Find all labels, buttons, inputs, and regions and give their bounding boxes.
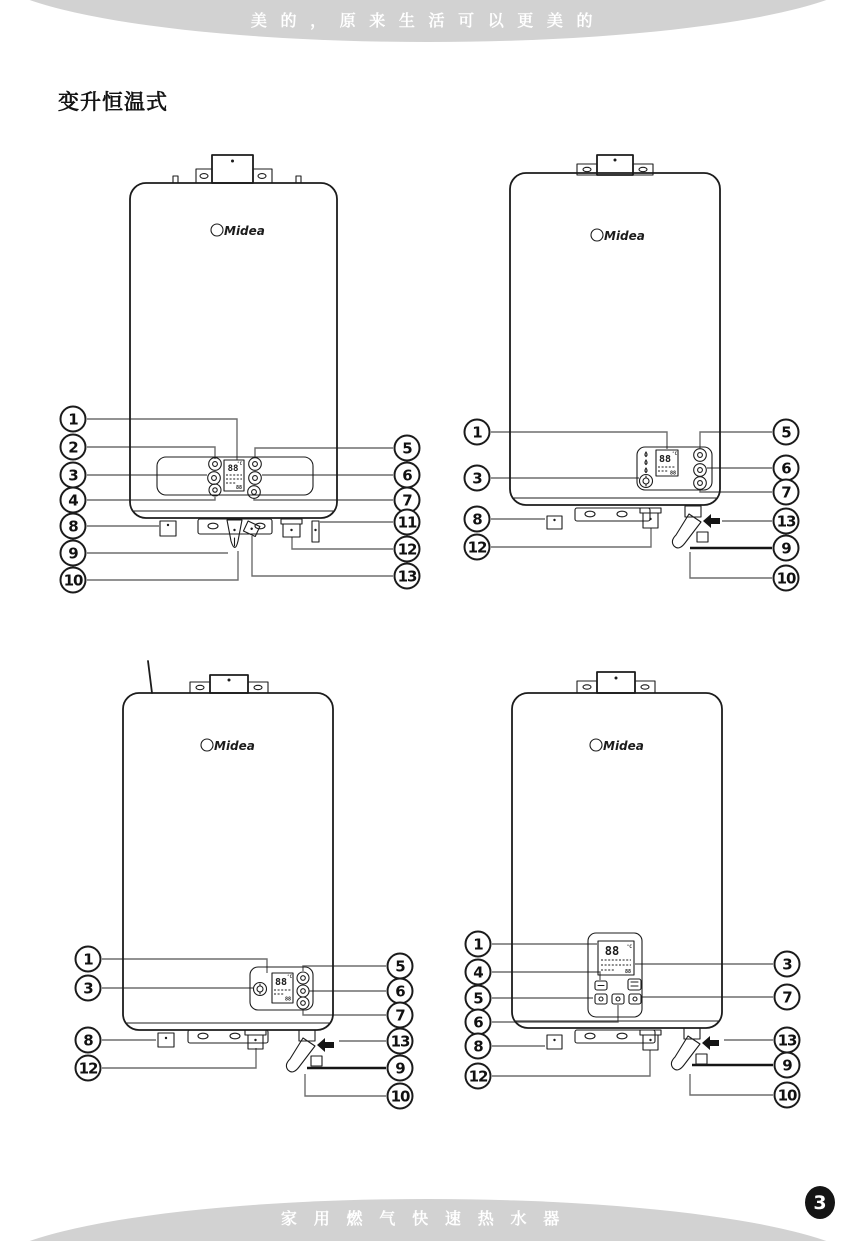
callout-1: 1 [60,406,87,433]
callout-10: 10 [773,565,800,592]
callout-6: 6 [394,462,421,489]
inlet-valve [672,506,720,548]
control-panel [588,933,642,1017]
brand-logo [591,229,645,243]
inlet-valve [671,1028,719,1070]
leader-lines [87,419,393,580]
lcd-display [224,460,244,491]
panel-button-right-3 [248,486,261,499]
control-panel [637,447,712,490]
bottom-connections [158,1030,334,1072]
lcd-display [656,450,678,477]
mode-icons [645,452,647,473]
callout-7: 7 [394,487,421,514]
callout-1: 1 [465,931,492,958]
callout-13: 13 [773,508,800,535]
lcd-small-value: 88 [669,470,676,477]
lcd-unit: °C [237,461,242,466]
callout-3: 3 [75,975,102,1002]
panel-button-left-2 [208,472,221,485]
brand-logo-text: Midea [224,224,265,238]
callout-7: 7 [773,479,800,506]
leader-lines [492,944,773,1095]
panel-button-right-1 [249,458,262,471]
control-panel [250,967,313,1010]
callout-9: 9 [60,540,87,567]
header-slogan: 美的，原来生活可以更美的 [250,11,607,30]
lcd-value: 88 [604,944,620,958]
heater-1-drawing [55,140,435,600]
callout-4: 4 [465,959,492,986]
control-panel [157,457,313,498]
page-title: 变升恒温式 [58,90,168,114]
diagram-heater-4 [440,650,830,1120]
panel-button-right-2 [694,464,707,477]
bottom-connections [547,506,720,548]
flow-arrow [702,1036,719,1050]
brand-logo-text: Midea [603,739,644,753]
callout-12: 12 [465,1063,492,1090]
callout-7: 7 [774,984,801,1011]
panel-button-left-1 [209,458,222,471]
callout-13: 13 [394,563,421,590]
lcd-value: 88 [658,454,672,465]
flow-arrow [317,1038,334,1052]
flue-assembly [577,155,653,175]
flue-assembly [577,672,655,693]
lcd-small-value: 88 [284,996,291,1003]
bottom-connections [160,519,319,548]
callout-10: 10 [774,1082,801,1109]
callout-1: 1 [75,946,102,973]
callout-3: 3 [464,465,491,492]
callout-1: 1 [464,419,491,446]
panel-button-right-3 [297,997,309,1009]
lcd-value: 88 [227,464,239,474]
diagram-heater-3 [55,650,445,1120]
callout-5: 5 [394,435,421,462]
callout-9: 9 [773,535,800,562]
callout-13: 13 [774,1027,801,1054]
panel-button-right-2 [297,985,309,997]
callout-6: 6 [773,455,800,482]
diagram-heater-1 [55,140,435,600]
control-knob [254,983,267,996]
callout-5: 5 [387,953,414,980]
panel-button-mode [628,979,641,990]
callout-5: 5 [773,419,800,446]
callout-8: 8 [464,506,491,533]
lcd-small-value: 88 [624,969,631,975]
inlet-valve [286,1030,334,1072]
callout-7: 7 [387,1002,414,1029]
panel-button-right-1 [694,449,707,462]
flow-arrow [703,514,720,528]
control-knob [640,475,653,488]
lcd-unit: °C [626,945,632,950]
callout-11: 11 [394,509,421,536]
panel-button-row2-3 [629,994,641,1004]
flue-assembly [173,155,301,183]
callout-10: 10 [387,1083,414,1110]
leader-lines [102,959,386,1096]
callout-8: 8 [75,1027,102,1054]
callout-9: 9 [387,1055,414,1082]
antenna [148,661,152,693]
callout-8: 8 [60,513,87,540]
callout-12: 12 [75,1055,102,1082]
brand-logo-text: Midea [214,739,255,753]
brand-logo [201,739,255,753]
brand-logo [211,224,265,238]
callout-10: 10 [60,567,87,594]
callout-8: 8 [465,1033,492,1060]
callout-2: 2 [60,434,87,461]
panel-button-right-3 [694,477,707,490]
brand-logo [590,739,644,753]
panel-button-right-2 [249,472,262,485]
callout-6: 6 [387,978,414,1005]
callout-12: 12 [394,536,421,563]
lcd-value: 88 [274,977,288,988]
panel-button-row2-1 [595,994,607,1004]
panel-button-row2-2 [612,994,624,1004]
callout-4: 4 [60,487,87,514]
brand-logo-text: Midea [604,229,645,243]
heater-4-drawing [440,650,830,1120]
panel-button-left-3 [209,484,221,496]
page-number-badge: 3 [805,1186,835,1219]
heater-3-drawing [55,650,445,1120]
diagram-heater-2 [440,140,820,600]
heater-2-drawing [440,140,820,600]
callout-12: 12 [464,534,491,561]
bottom-connections [547,1028,719,1070]
callout-9: 9 [774,1052,801,1079]
flue-assembly [190,675,268,693]
callout-6: 6 [465,1009,492,1036]
panel-button-power [595,981,607,990]
callout-13: 13 [387,1028,414,1055]
lcd-unit: °C [287,974,292,979]
panel-button-right-1 [297,972,309,984]
callout-5: 5 [465,985,492,1012]
lcd-unit: °C [672,451,677,456]
heater-body [510,173,720,505]
callout-3: 3 [774,951,801,978]
callout-3: 3 [60,462,87,489]
lcd-display [598,941,634,975]
footer-product-line: 家用燃气快速热水器 [280,1209,577,1228]
lcd-display [272,973,293,1003]
lcd-small-value: 88 [235,485,242,491]
